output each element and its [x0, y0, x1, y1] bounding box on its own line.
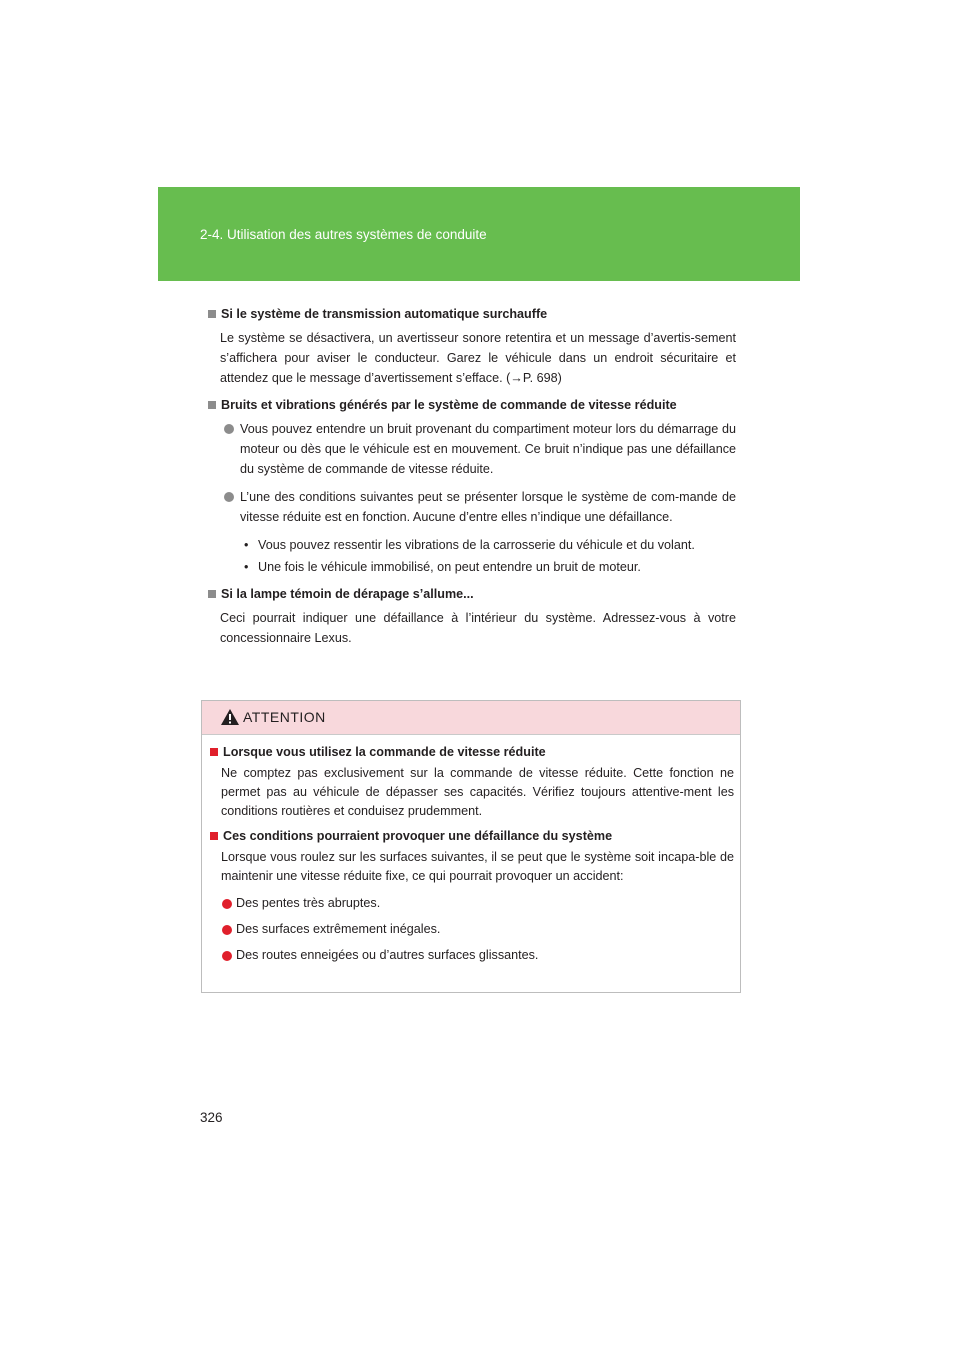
- list-item: Des routes enneigées ou d’autres surfaces glissantes.: [222, 946, 734, 965]
- red-circle-bullet-icon: [222, 951, 232, 961]
- warning-triangle-icon: [221, 709, 239, 725]
- section-paragraph: Ceci pourrait indiquer une défaillance à l’intérieur du système. Adressez-vous à votre concessionnaire Lexus.: [220, 611, 736, 645]
- section-overheat: [208, 307, 736, 388]
- section-heading: Si la lampe témoin de dérapage s’allume...: [208, 587, 736, 601]
- section-heading: Bruits et vibrations générés par le système de commande de vitesse réduite: [208, 398, 736, 412]
- list-item: Des pentes très abruptes.: [222, 894, 734, 913]
- list-item: Des surfaces extrêmement inégales.: [222, 920, 734, 939]
- warning-box: [201, 700, 741, 993]
- square-bullet-icon: [208, 401, 216, 409]
- warning-item-heading: Ces conditions pourraient provoquer une défaillance du système: [210, 829, 734, 843]
- section-header: [158, 187, 800, 281]
- page-number: 326: [200, 1110, 223, 1125]
- warning-paragraph: Ne comptez pas exclusivement sur la commande de vitesse réduite. Cette fonction ne permet pas au véhicule de dépasser ses capacités. Vérifiez toujours attentive-ment les conditions routières et conduisez prudemment.: [221, 766, 734, 818]
- warning-label: ATTENTION: [243, 709, 326, 725]
- warning-item-heading: Lorsque vous utilisez la commande de vitesse réduite: [210, 745, 734, 759]
- circle-bullet-icon: [224, 424, 234, 434]
- list-item: Vous pouvez entendre un bruit provenant du compartiment moteur lors du démarrage du moteur ou dès que le véhicule est en mouvement. Ce bruit n’indique pas une défaillance du système de commande de vitesse réduite.: [224, 419, 736, 479]
- warning-body: [210, 745, 734, 972]
- red-square-bullet-icon: [210, 748, 218, 756]
- list-item: L’une des conditions suivantes peut se présenter lorsque le système de com-mande de vitesse réduite est en fonction. Aucune d’entre elles n’indique une défaillance.: [224, 487, 736, 527]
- middle-dot-icon: •: [244, 560, 249, 574]
- circle-bullet-icon: [224, 492, 234, 502]
- section-title: 2-4. Utilisation des autres systèmes de conduite: [200, 227, 487, 242]
- square-bullet-icon: [208, 590, 216, 598]
- main-content: [208, 307, 736, 658]
- section-paragraph: Le système se désactivera, un avertisseur sonore retentira et un message d’avertis-sement s’affichera pour aviser le conducteur. Garez le véhicule dans un endroit sécuritaire et attendez que le message d’avertissement s’efface. (→P. 698): [220, 331, 736, 385]
- red-circle-bullet-icon: [222, 899, 232, 909]
- red-square-bullet-icon: [210, 832, 218, 840]
- square-bullet-icon: [208, 310, 216, 318]
- sub-list-item: • Vous pouvez ressentir les vibrations de la carrosserie du véhicule et du volant.: [244, 535, 736, 555]
- section-skid-lamp: [208, 587, 736, 648]
- warning-paragraph: Lorsque vous roulez sur les surfaces suivantes, il se peut que le système soit incapa-ble de maintenir une vitesse réduite fixe, ce qui pourrait provoquer un accident:: [221, 850, 734, 883]
- warning-header: [202, 701, 740, 735]
- section-noise-vibration: [208, 398, 736, 577]
- section-heading: Si le système de transmission automatique surchauffe: [208, 307, 736, 321]
- red-circle-bullet-icon: [222, 925, 232, 935]
- middle-dot-icon: •: [244, 538, 249, 552]
- sub-list-item: • Une fois le véhicule immobilisé, on peut entendre un bruit de moteur.: [244, 557, 736, 577]
